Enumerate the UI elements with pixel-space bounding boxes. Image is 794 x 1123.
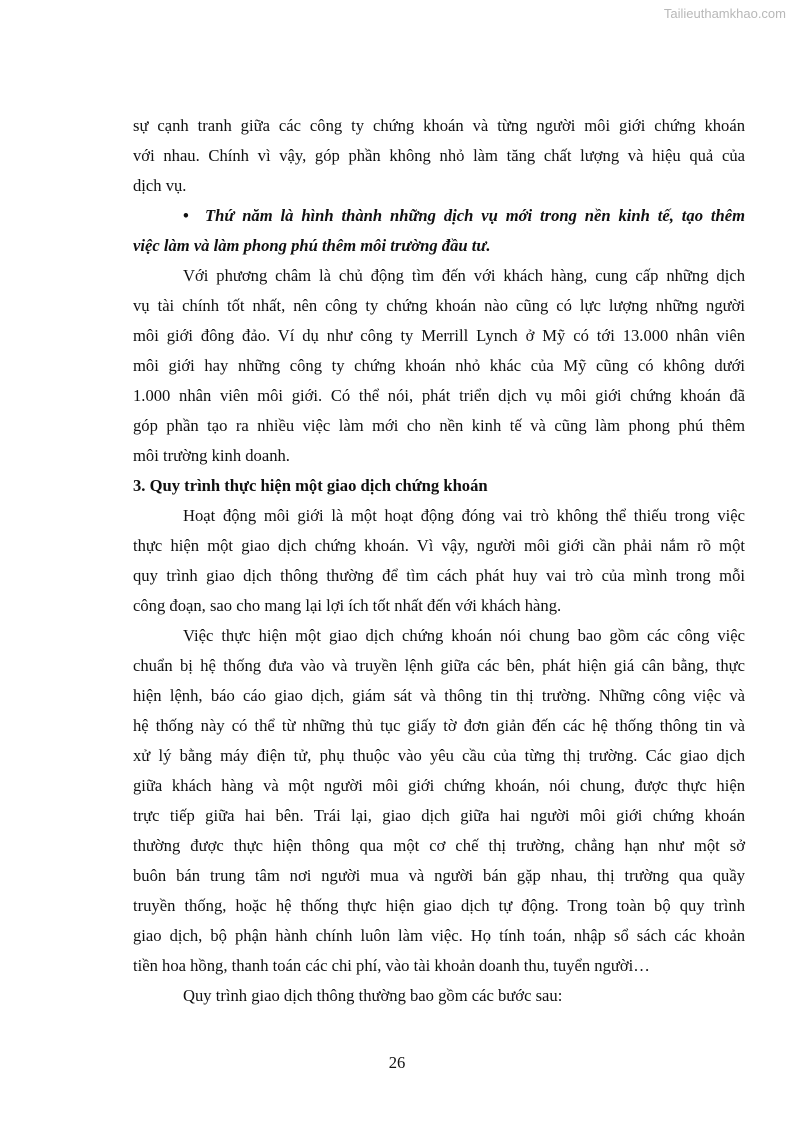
- text-line: Với phương châm là chủ động tìm đến với khách hàng, cung cấp những dịch: [183, 266, 745, 285]
- text-line: giữa khách hàng và một người môi giới chứng khoán, nói chung, được thực hiện: [133, 776, 745, 795]
- text-line: trực tiếp giữa hai bên. Trái lại, giao dịch giữa hai người môi giới chứng khoán: [133, 806, 745, 825]
- bullet-text: Thứ năm là hình thành những dịch vụ mới trong nền kinh tế, tạo thêm: [205, 206, 745, 225]
- text-line: Việc thực hiện một giao dịch chứng khoán nói chung bao gồm các công việc: [183, 626, 745, 645]
- text-line: thực hiện một giao dịch chứng khoán. Vì vậy, người môi giới cần phải nắm rõ một: [133, 536, 745, 555]
- text-line: dịch vụ.: [133, 176, 187, 195]
- text-line: buôn bán trung tâm nơi người mua và người bán gặp nhau, thị trường qua quầy: [133, 866, 745, 885]
- paragraph: [133, 621, 745, 981]
- text-line: việc làm và làm phong phú thêm môi trường đầu tư.: [133, 236, 491, 255]
- text-line: sự cạnh tranh giữa các công ty chứng khoán và từng người môi giới chứng khoán: [133, 116, 745, 135]
- paragraph: [133, 111, 745, 201]
- text-line: hệ thống này có thể từ những thủ tục giấy tờ đơn giản đến các hệ thống thông tin và: [133, 716, 745, 735]
- text-line: quy trình giao dịch thông thường để tìm cách phát huy vai trò của mình trong mỗi: [133, 566, 745, 585]
- section-heading: [133, 471, 745, 501]
- watermark: Tailieuthamkhao.com: [663, 6, 786, 21]
- text-line: vụ tài chính tốt nhất, nên công ty chứng khoán nào cũng có lực lượng những người: [133, 296, 745, 315]
- paragraph: [133, 981, 745, 1011]
- text-line: Quy trình giao dịch thông thường bao gồm các bước sau:: [183, 986, 563, 1005]
- text-line: thường được thực hiện thông qua một cơ chế thị trường, chẳng hạn như một sở: [133, 836, 745, 855]
- text-line: môi giới đông đảo. Ví dụ như công ty Merrill Lynch ở Mỹ có tới 13.000 nhân viên: [133, 326, 745, 345]
- text-line: [133, 201, 745, 231]
- bullet-icon: •: [183, 206, 189, 225]
- text-line: 1.000 nhân viên môi giới. Có thể nói, phát triển dịch vụ môi giới chứng khoán đã: [133, 386, 745, 405]
- text-line: 3. Quy trình thực hiện một giao dịch chứng khoán: [133, 476, 488, 495]
- text-line: xử lý bằng máy điện tử, phụ thuộc vào yêu cầu của từng thị trường. Các giao dịch: [133, 746, 745, 765]
- text-line: Hoạt động môi giới là một hoạt động đóng vai trò không thể thiếu trong việc: [183, 506, 745, 525]
- text-line: hiện lệnh, báo cáo giao dịch, giám sát và thông tin thị trường. Những công việc và: [133, 686, 745, 705]
- text-line: môi giới hay những công ty chứng khoán nhỏ khác của Mỹ cũng có không dưới: [133, 356, 745, 375]
- paragraph: [133, 261, 745, 471]
- bullet-item: [133, 201, 745, 261]
- text-line: tiền hoa hồng, thanh toán các chi phí, vào tài khoản doanh thu, tuyển người…: [133, 956, 650, 975]
- paragraph: [133, 501, 745, 621]
- text-line: giao dịch, bộ phận hành chính luôn làm việc. Họ tính toán, nhập sổ sách các khoản: [133, 926, 745, 945]
- text-line: góp phần tạo ra nhiều việc làm mới cho nền kinh tế và cũng làm phong phú thêm: [133, 416, 745, 435]
- page-number: 26: [388, 1053, 406, 1072]
- text-line: môi trường kinh doanh.: [133, 446, 290, 465]
- text-line: công đoạn, sao cho mang lại lợi ích tốt nhất đến với khách hàng.: [133, 596, 562, 615]
- text-line: truyền thống, hoặc hệ thống thực hiện giao dịch tự động. Trong toàn bộ quy trình: [133, 896, 745, 915]
- text-line: chuẩn bị hệ thống đưa vào và truyền lệnh giữa các bên, phát hiện giá cân bằng, thực: [133, 656, 745, 675]
- document-body: [133, 111, 745, 1011]
- text-line: với nhau. Chính vì vậy, góp phần không nhỏ làm tăng chất lượng và hiệu quả của: [133, 146, 745, 165]
